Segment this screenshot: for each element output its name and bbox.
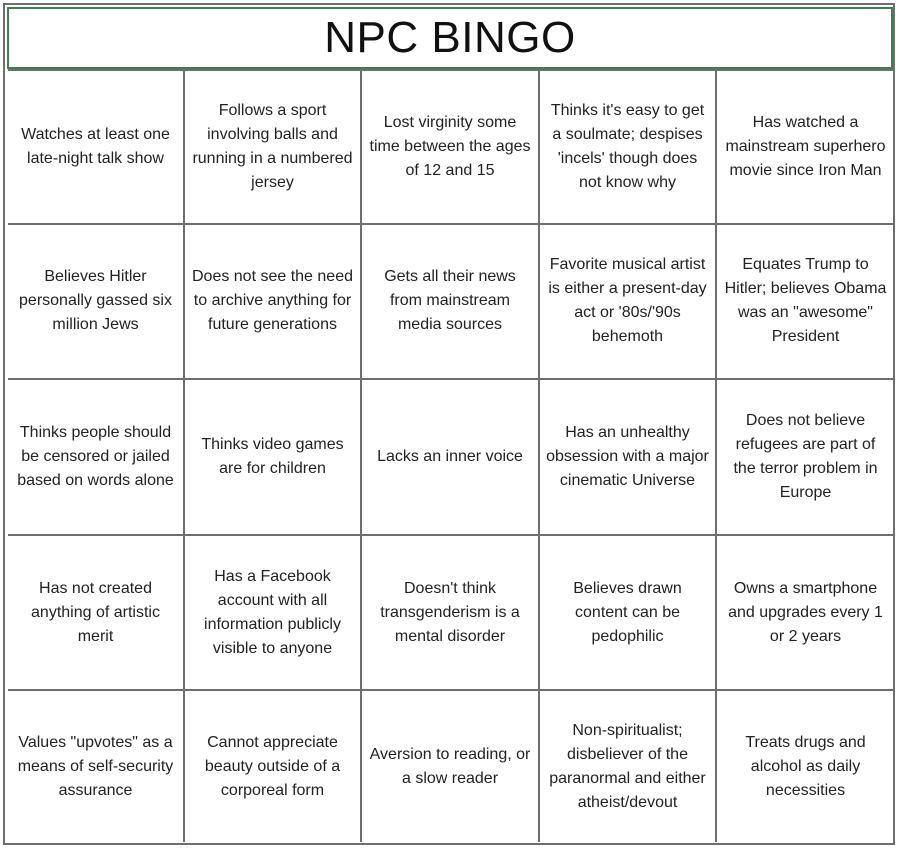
square-label: Favorite musical artist is either a present-day act or '80s/'90s behemoth <box>548 256 707 346</box>
square-label: Has an unhealthy obsession with a major cinematic Universe <box>546 423 709 489</box>
bingo-square-r1c5[interactable] <box>717 71 894 225</box>
square-label: Has a Facebook account with all information publicly visible to anyone <box>204 567 341 657</box>
bingo-square-r5c1[interactable] <box>8 691 185 842</box>
square-label: Owns a smartphone and upgrades every 1 or 2 years <box>728 579 883 645</box>
square-label: Believes Hitler personally gassed six million Jews <box>19 268 172 334</box>
bingo-square-r1c1[interactable] <box>8 71 185 225</box>
bingo-square-r2c4[interactable] <box>540 225 717 381</box>
bingo-square-r3c1[interactable] <box>8 380 185 536</box>
bingo-square-r5c5[interactable] <box>717 691 894 842</box>
bingo-square-r4c1[interactable] <box>8 536 185 692</box>
square-label: Has not created anything of artistic merit <box>31 579 160 645</box>
square-label: Thinks it's easy to get a soulmate; despises 'incels' though does not know why <box>550 101 705 191</box>
bingo-square-r2c3[interactable] <box>362 225 540 381</box>
bingo-square-r2c2[interactable] <box>185 225 362 381</box>
square-label: Has watched a mainstream superhero movie since Iron Man <box>725 113 886 179</box>
square-label: Equates Trump to Hitler; believes Obama was an "awesome" President <box>724 256 887 346</box>
square-label: Non-spiritualist; disbeliever of the paranormal and either atheist/devout <box>549 721 706 811</box>
bingo-square-r5c2[interactable] <box>185 691 362 842</box>
square-label: Watches at least one late-night talk show <box>21 125 170 167</box>
bingo-square-r3c5[interactable] <box>717 380 894 536</box>
bingo-square-r4c3[interactable] <box>362 536 540 692</box>
square-label: Thinks people should be censored or jailed based on words alone <box>17 423 174 489</box>
bingo-grid <box>8 69 894 842</box>
bingo-square-r1c2[interactable] <box>185 71 362 225</box>
title-bar <box>7 7 893 69</box>
square-label: Thinks video games are for children <box>201 435 344 477</box>
square-label: Does not see the need to archive anything for future generations <box>191 268 353 334</box>
bingo-square-r1c4[interactable] <box>540 71 717 225</box>
bingo-square-r2c1[interactable] <box>8 225 185 381</box>
square-label: Values "upvotes" as a means of self-security assurance <box>17 733 174 799</box>
bingo-square-r4c5[interactable] <box>717 536 894 692</box>
square-label: Does not believe refugees are part of the terror problem in Europe <box>733 411 878 501</box>
square-label: Follows a sport involving balls and running in a numbered jersey <box>192 101 353 191</box>
bingo-title: NPC BINGO <box>324 13 576 62</box>
bingo-square-r5c3[interactable] <box>362 691 540 842</box>
square-label: Doesn't think transgenderism is a mental disorder <box>380 579 520 645</box>
bingo-square-r2c5[interactable] <box>717 225 894 381</box>
bingo-card <box>3 3 895 845</box>
bingo-square-r4c4[interactable] <box>540 536 717 692</box>
bingo-square-r4c2[interactable] <box>185 536 362 692</box>
bingo-square-r3c4[interactable] <box>540 380 717 536</box>
square-label: Aversion to reading, or a slow reader <box>369 745 531 787</box>
bingo-square-r5c4[interactable] <box>540 691 717 842</box>
bingo-square-r3c2[interactable] <box>185 380 362 536</box>
square-label: Lacks an inner voice <box>377 447 523 465</box>
bingo-square-r3c3[interactable] <box>362 380 540 536</box>
square-label: Believes drawn content can be pedophilic <box>573 579 682 645</box>
square-label: Lost virginity some time between the ages of 12 and 15 <box>369 113 531 179</box>
bingo-square-r1c3[interactable] <box>362 71 540 225</box>
square-label: Cannot appreciate beauty outside of a corporeal form <box>204 733 341 799</box>
square-label: Treats drugs and alcohol as daily necessities <box>745 733 866 799</box>
square-label: Gets all their news from mainstream media sources <box>384 268 516 334</box>
